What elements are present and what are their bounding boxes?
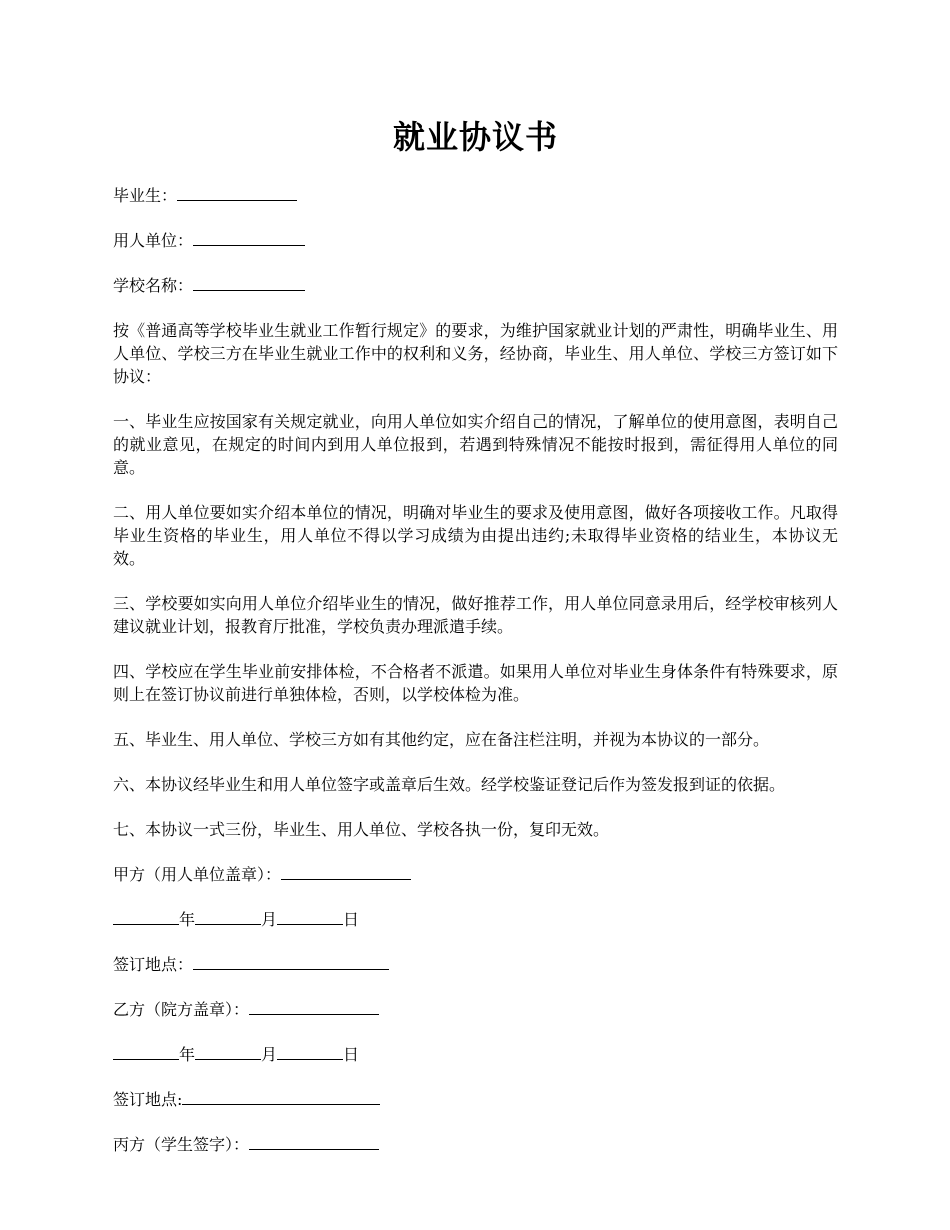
graduate-blank — [177, 184, 297, 201]
clause-4: 四、学校应在学生毕业前安排体检，不合格者不派遣。如果用人单位对毕业生身体条件有特殊要求，原则上在签订协议前进行单独体检，否则，以学校体检为准。 — [113, 662, 838, 704]
clause-2: 二、用人单位要如实介绍本单位的情况，明确对毕业生的要求及使用意图，做好各项接收工作。凡取得毕业生资格的毕业生，用人单位不得以学习成绩为由提出违约;未取得毕业资格的结业生，本协议无效。 — [113, 503, 838, 568]
date-line-b — [113, 1043, 838, 1066]
employer-blank — [193, 229, 305, 246]
party-a-line — [113, 863, 838, 886]
party-c-label: 丙方（学生签字）： — [113, 1135, 250, 1154]
date-line-a — [113, 908, 838, 931]
day-blank — [277, 1043, 343, 1060]
month-blank — [195, 908, 261, 925]
school-blank — [193, 274, 305, 291]
party-b-label: 乙方（院方盖章）： — [113, 1000, 250, 1019]
intro-paragraph: 按《普通高等学校毕业生就业工作暂行规定》的要求，为维护国家就业计划的严肃性，明确毕业生、用人单位、学校三方在毕业生就业工作中的权利和义务，经协商，毕业生、用人单位、学校三方签订如下协议： — [113, 321, 838, 386]
clause-6: 六、本协议经毕业生和用人单位签字或盖章后生效。经学校鉴证登记后作为签发报到证的依据。 — [113, 775, 786, 794]
clause-7: 七、本协议一式三份，毕业生、用人单位、学校各执一份，复印无效。 — [113, 820, 610, 839]
day-label: 日 — [343, 1045, 360, 1064]
sign-place-line-b — [113, 1088, 838, 1111]
graduate-line — [113, 184, 838, 207]
employer-label: 用人单位： — [113, 231, 194, 250]
clause-1: 一、毕业生应按国家有关规定就业，向用人单位如实介绍自己的情况，了解单位的使用意图，表明自己的就业意见，在规定的时间内到用人单位报到，若遇到特殊情况不能按时报到，需征得用人单位的同意。 — [113, 412, 838, 477]
document-title: 就业协议书 — [392, 118, 558, 156]
month-label: 月 — [261, 910, 278, 929]
party-c-blank — [249, 1133, 379, 1150]
sign-place-blank-a — [193, 953, 389, 970]
sign-place-label-a: 签订地点： — [113, 955, 194, 974]
school-label: 学校名称： — [113, 276, 194, 295]
sign-place-line-a — [113, 953, 838, 976]
sign-place-label-b: 签订地点: — [113, 1090, 183, 1109]
year-blank — [113, 908, 179, 925]
clause-5: 五、毕业生、用人单位、学校三方如有其他约定，应在备注栏注明，并视为本协议的一部分。 — [113, 730, 770, 749]
party-c-line — [113, 1133, 838, 1156]
year-label: 年 — [179, 1045, 196, 1064]
day-blank — [277, 908, 343, 925]
month-blank — [195, 1043, 261, 1060]
school-line — [113, 274, 838, 297]
sign-place-blank-b — [182, 1088, 380, 1105]
party-a-label: 甲方（用人单位盖章）： — [113, 865, 282, 884]
graduate-label: 毕业生： — [113, 186, 178, 205]
clause-3: 三、学校要如实向用人单位介绍毕业生的情况，做好推荐工作，用人单位同意录用后，经学校审核列人建议就业计划，报教育厅批准，学校负责办理派遣手续。 — [113, 594, 838, 636]
party-b-blank — [249, 998, 379, 1015]
month-label: 月 — [261, 1045, 278, 1064]
day-label: 日 — [343, 910, 360, 929]
year-blank — [113, 1043, 179, 1060]
employer-line — [113, 229, 838, 252]
party-b-line — [113, 998, 838, 1021]
party-a-blank — [281, 863, 411, 880]
year-label: 年 — [179, 910, 196, 929]
